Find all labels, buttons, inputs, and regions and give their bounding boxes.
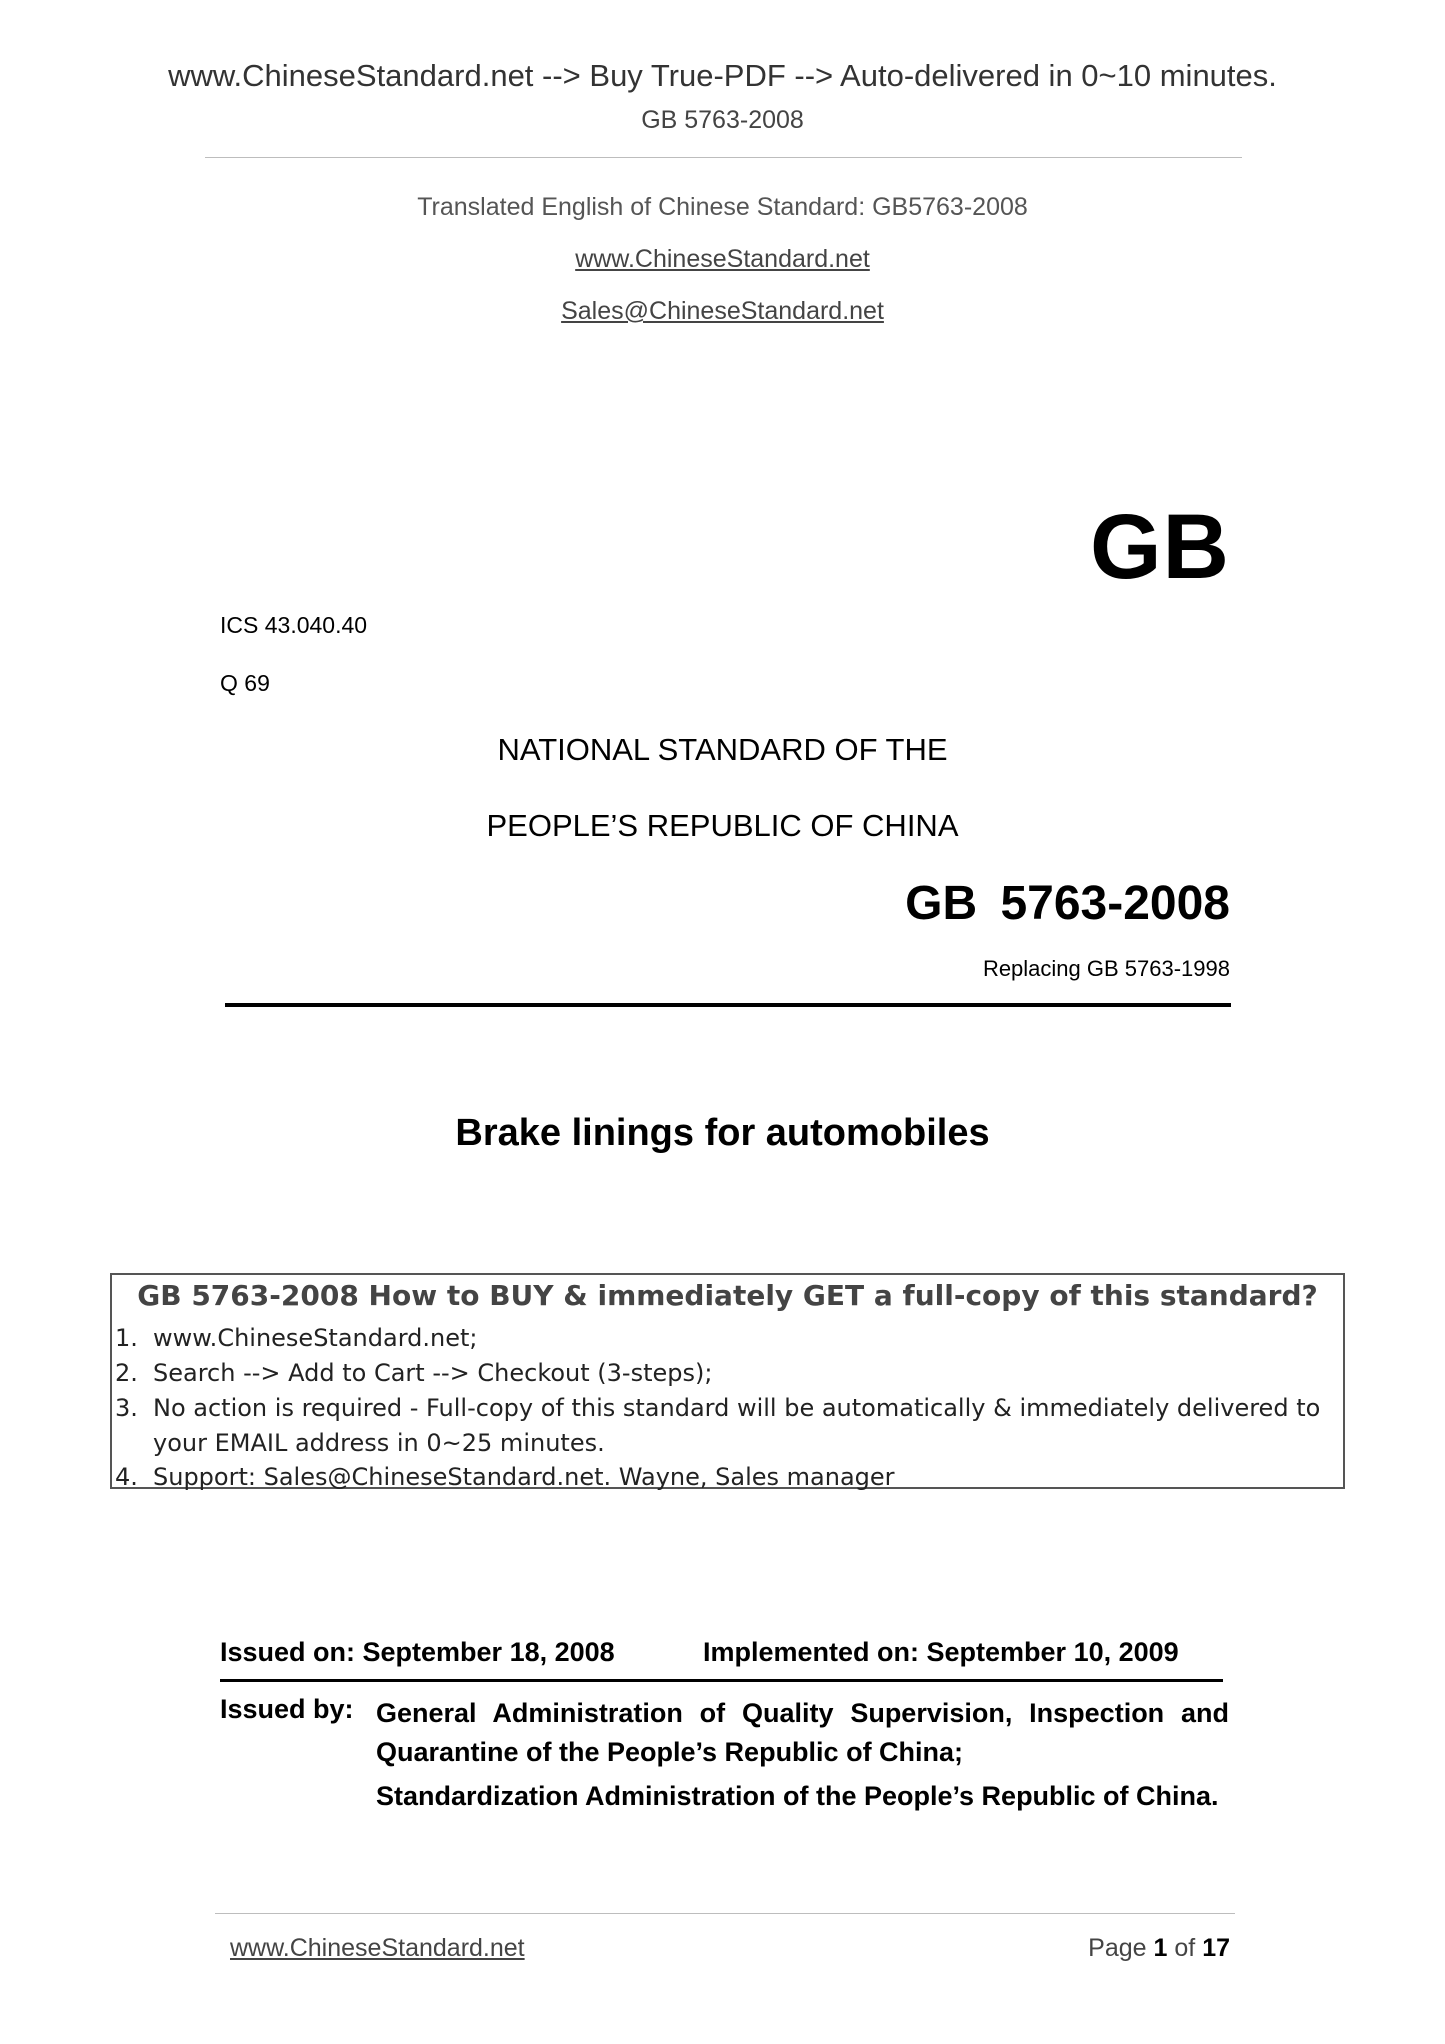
gb-logo: GB	[1090, 496, 1230, 598]
issued-on: Issued on: September 18, 2008	[220, 1637, 615, 1667]
email-link-row	[0, 297, 1445, 326]
issue-divider	[220, 1679, 1223, 1682]
standard-number: GB 5763-2008	[905, 877, 1230, 930]
page-indicator	[1088, 1934, 1230, 1963]
footer-divider	[215, 1913, 1235, 1914]
buy-step-text: Support: Sales@ChineseStandard.net. Wayne, Sales manager	[153, 1463, 895, 1491]
buy-step-number: 2.	[115, 1359, 138, 1387]
top-banner: www.ChineseStandard.net --> Buy True-PDF --> Auto-delivered in 0~10 minutes.	[168, 58, 1277, 93]
total-page-count: 17	[1202, 1934, 1230, 1962]
title-divider	[225, 1003, 1231, 1007]
national-standard-line-1: NATIONAL STANDARD OF THE	[497, 732, 948, 767]
buy-box-heading: GB 5763-2008 How to BUY & immediately GET a full-copy of this standard?	[137, 1279, 1318, 1312]
buy-step-number: 3.	[115, 1394, 138, 1422]
ics-code: ICS 43.040.40	[220, 612, 368, 638]
site-link[interactable]: www.ChineseStandard.net	[575, 245, 870, 273]
current-page-number: 1	[1153, 1934, 1168, 1962]
buy-step-continuation: your EMAIL address in 0~25 minutes.	[153, 1429, 605, 1457]
buy-step	[115, 1324, 477, 1352]
page-prefix: Page	[1088, 1934, 1147, 1962]
buy-step-text: www.ChineseStandard.net;	[153, 1324, 478, 1352]
implemented-on: Implemented on: September 10, 2009	[703, 1637, 1179, 1667]
issued-by-label: Issued by:	[220, 1694, 354, 1724]
buy-step	[115, 1359, 712, 1387]
classification-code: Q 69	[220, 670, 270, 696]
buy-step-text: No action is required - Full-copy of this standard will be automatically & immediately delivered to	[153, 1394, 1321, 1422]
buy-step-text: Search --> Add to Cart --> Checkout (3-steps);	[153, 1359, 713, 1387]
translated-line: Translated English of Chinese Standard: GB5763-2008	[417, 193, 1028, 221]
national-standard-line-2: PEOPLE’S REPUBLIC OF CHINA	[486, 808, 959, 843]
buy-step	[115, 1394, 1320, 1422]
issuer-quality-supervision: General Administration of Quality Supervision, Inspection and Quarantine of the People’s Republic of China;	[376, 1698, 1229, 1767]
site-link-row	[0, 245, 1445, 274]
header-divider	[205, 157, 1242, 158]
document-title: Brake linings for automobiles	[455, 1112, 990, 1154]
header-standard-code: GB 5763-2008	[641, 106, 804, 134]
buy-step-number: 4.	[115, 1463, 138, 1491]
email-link[interactable]: Sales@ChineseStandard.net	[561, 297, 884, 325]
issuer-standardization-administration: Standardization Administration of the People’s Republic of China.	[376, 1781, 1219, 1811]
footer-site-link[interactable]: www.ChineseStandard.net	[230, 1934, 525, 1962]
replacing-note: Replacing GB 5763-1998	[982, 956, 1230, 981]
buy-instructions-box	[110, 1273, 1345, 1489]
page-of: of	[1174, 1934, 1196, 1962]
buy-step	[115, 1463, 895, 1491]
buy-step-number: 1.	[115, 1324, 138, 1352]
